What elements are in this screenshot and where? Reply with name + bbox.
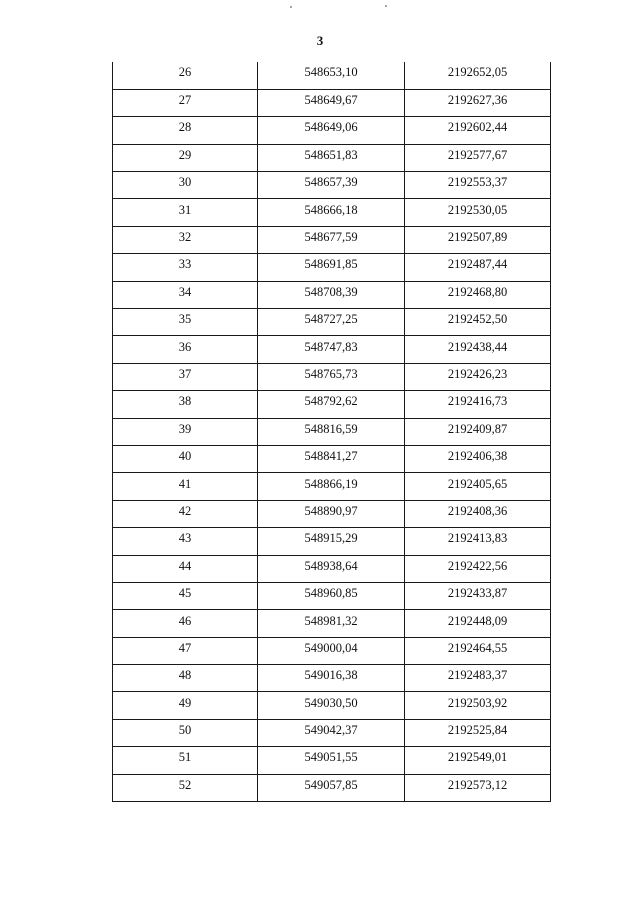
x-coordinate-cell: 548653,10	[258, 62, 405, 89]
y-coordinate-cell: 2192503,92	[405, 692, 551, 719]
table-row	[113, 665, 551, 692]
x-coordinate-cell: 549000,04	[258, 637, 405, 664]
x-coordinate-cell: 548708,39	[258, 281, 405, 308]
table-row	[113, 418, 551, 445]
point-number-cell: 33	[113, 254, 258, 281]
x-coordinate-cell: 548747,83	[258, 336, 405, 363]
x-coordinate-cell: 549057,85	[258, 774, 405, 801]
x-coordinate-cell: 548727,25	[258, 309, 405, 336]
scan-speck	[385, 5, 387, 7]
point-number-cell: 38	[113, 391, 258, 418]
point-number-cell: 45	[113, 582, 258, 609]
page-number: 3	[316, 33, 324, 48]
point-number-cell: 50	[113, 719, 258, 746]
point-number-cell: 46	[113, 610, 258, 637]
point-number-cell: 52	[113, 774, 258, 801]
table-row	[113, 473, 551, 500]
y-coordinate-cell: 2192409,87	[405, 418, 551, 445]
table-row	[113, 747, 551, 774]
x-coordinate-cell: 549051,55	[258, 747, 405, 774]
y-coordinate-cell: 2192573,12	[405, 774, 551, 801]
table-row	[113, 172, 551, 199]
x-coordinate-cell: 548666,18	[258, 199, 405, 226]
y-coordinate-cell: 2192448,09	[405, 610, 551, 637]
x-coordinate-cell: 548841,27	[258, 445, 405, 472]
table-row	[113, 336, 551, 363]
point-number-cell: 39	[113, 418, 258, 445]
scan-speck	[290, 6, 292, 8]
x-coordinate-cell: 548816,59	[258, 418, 405, 445]
table-row	[113, 774, 551, 801]
y-coordinate-cell: 2192416,73	[405, 391, 551, 418]
y-coordinate-cell: 2192487,44	[405, 254, 551, 281]
table-row	[113, 582, 551, 609]
x-coordinate-cell: 548651,83	[258, 144, 405, 171]
table-row	[113, 363, 551, 390]
x-coordinate-cell: 549042,37	[258, 719, 405, 746]
y-coordinate-cell: 2192426,23	[405, 363, 551, 390]
point-number-cell: 44	[113, 555, 258, 582]
point-number-cell: 28	[113, 117, 258, 144]
table-row	[113, 610, 551, 637]
table-row	[113, 692, 551, 719]
y-coordinate-cell: 2192577,67	[405, 144, 551, 171]
y-coordinate-cell: 2192405,65	[405, 473, 551, 500]
x-coordinate-cell: 548649,67	[258, 89, 405, 116]
y-coordinate-cell: 2192525,84	[405, 719, 551, 746]
table-row	[113, 637, 551, 664]
point-number-cell: 35	[113, 309, 258, 336]
point-number-cell: 34	[113, 281, 258, 308]
x-coordinate-cell: 548938,64	[258, 555, 405, 582]
y-coordinate-cell: 2192627,36	[405, 89, 551, 116]
x-coordinate-cell: 548915,29	[258, 528, 405, 555]
x-coordinate-cell: 548960,85	[258, 582, 405, 609]
y-coordinate-cell: 2192464,55	[405, 637, 551, 664]
table-row	[113, 117, 551, 144]
point-number-cell: 40	[113, 445, 258, 472]
y-coordinate-cell: 2192468,80	[405, 281, 551, 308]
table-row	[113, 89, 551, 116]
x-coordinate-cell: 549030,50	[258, 692, 405, 719]
point-number-cell: 36	[113, 336, 258, 363]
y-coordinate-cell: 2192413,83	[405, 528, 551, 555]
y-coordinate-cell: 2192602,44	[405, 117, 551, 144]
x-coordinate-cell: 549016,38	[258, 665, 405, 692]
table-row	[113, 281, 551, 308]
x-coordinate-cell: 548890,97	[258, 500, 405, 527]
y-coordinate-cell: 2192433,87	[405, 582, 551, 609]
point-number-cell: 29	[113, 144, 258, 171]
y-coordinate-cell: 2192652,05	[405, 62, 551, 89]
x-coordinate-cell: 548691,85	[258, 254, 405, 281]
table-row	[113, 254, 551, 281]
table-row	[113, 528, 551, 555]
point-number-cell: 32	[113, 226, 258, 253]
x-coordinate-cell: 548792,62	[258, 391, 405, 418]
table-row	[113, 719, 551, 746]
table-row	[113, 391, 551, 418]
point-number-cell: 30	[113, 172, 258, 199]
y-coordinate-cell: 2192438,44	[405, 336, 551, 363]
y-coordinate-cell: 2192406,38	[405, 445, 551, 472]
point-number-cell: 27	[113, 89, 258, 116]
y-coordinate-cell: 2192530,05	[405, 199, 551, 226]
x-coordinate-cell: 548866,19	[258, 473, 405, 500]
y-coordinate-cell: 2192507,89	[405, 226, 551, 253]
table-row	[113, 62, 551, 89]
x-coordinate-cell: 548657,39	[258, 172, 405, 199]
x-coordinate-cell: 548649,06	[258, 117, 405, 144]
point-number-cell: 26	[113, 62, 258, 89]
point-number-cell: 42	[113, 500, 258, 527]
coordinates-table	[112, 62, 551, 802]
y-coordinate-cell: 2192483,37	[405, 665, 551, 692]
table-row	[113, 199, 551, 226]
point-number-cell: 31	[113, 199, 258, 226]
table-row	[113, 500, 551, 527]
point-number-cell: 51	[113, 747, 258, 774]
table-row	[113, 309, 551, 336]
x-coordinate-cell: 548677,59	[258, 226, 405, 253]
coordinates-table-body	[113, 62, 551, 802]
point-number-cell: 49	[113, 692, 258, 719]
x-coordinate-cell: 548981,32	[258, 610, 405, 637]
table-row	[113, 555, 551, 582]
y-coordinate-cell: 2192452,50	[405, 309, 551, 336]
table-row	[113, 226, 551, 253]
y-coordinate-cell: 2192408,36	[405, 500, 551, 527]
table-row	[113, 144, 551, 171]
table-row	[113, 445, 551, 472]
point-number-cell: 48	[113, 665, 258, 692]
y-coordinate-cell: 2192549,01	[405, 747, 551, 774]
y-coordinate-cell: 2192553,37	[405, 172, 551, 199]
point-number-cell: 37	[113, 363, 258, 390]
x-coordinate-cell: 548765,73	[258, 363, 405, 390]
point-number-cell: 41	[113, 473, 258, 500]
point-number-cell: 47	[113, 637, 258, 664]
y-coordinate-cell: 2192422,56	[405, 555, 551, 582]
point-number-cell: 43	[113, 528, 258, 555]
